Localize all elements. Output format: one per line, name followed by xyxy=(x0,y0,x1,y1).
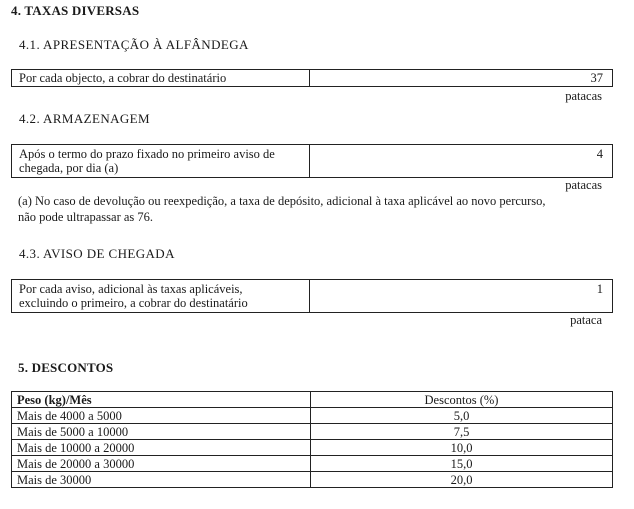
table-row xyxy=(12,408,613,424)
section-4-3-title: 4.3. AVISO DE CHEGADA xyxy=(19,246,175,261)
cell-desconto: 7,5 xyxy=(311,424,613,440)
table-row xyxy=(12,456,613,472)
fee-row-armazenagem xyxy=(11,144,613,178)
table-row xyxy=(12,440,613,456)
cell-desconto: 10,0 xyxy=(311,440,613,456)
fee-value: 1 xyxy=(596,282,603,296)
fee-value: 4 xyxy=(596,147,603,161)
fee-value: 37 xyxy=(590,71,603,85)
cell-peso: Mais de 20000 a 30000 xyxy=(12,456,311,472)
cell-desconto: 20,0 xyxy=(311,472,613,488)
cell-peso: Mais de 10000 a 20000 xyxy=(12,440,311,456)
fee-unit: patacas xyxy=(565,89,602,103)
discounts-table xyxy=(11,391,613,488)
cell-desconto: 5,0 xyxy=(311,408,613,424)
section-4-1-title: 4.1. APRESENTAÇÃO À ALFÂNDEGA xyxy=(19,37,249,52)
column-header-descontos: Descontos (%) xyxy=(311,392,613,408)
fee-label-line1: Após o termo do prazo fixado no primeiro aviso de xyxy=(19,147,275,161)
section-4-2-title: 4.2. ARMAZENAGEM xyxy=(19,111,150,126)
fee-unit: patacas xyxy=(565,178,602,192)
cell-peso: Mais de 4000 a 5000 xyxy=(12,408,311,424)
footnote-a xyxy=(18,193,546,225)
fee-label xyxy=(12,280,310,312)
fee-label-line1: Por cada aviso, adicional às taxas aplicáveis, xyxy=(19,282,243,296)
table-row xyxy=(12,424,613,440)
footnote-line2: não pode ultrapassar as 76. xyxy=(18,210,154,224)
footnote-line1: (a) No caso de devolução ou reexpedição, a taxa de depósito, adicional à taxa aplicável ao novo percurso, xyxy=(18,194,546,208)
section-5-title: 5. DESCONTOS xyxy=(18,360,114,375)
fee-row-aviso xyxy=(11,279,613,313)
fee-label: Por cada objecto, a cobrar do destinatário xyxy=(12,70,310,86)
section-4-title: 4. TAXAS DIVERSAS xyxy=(11,3,140,18)
fee-row-alfandega xyxy=(11,69,613,87)
cell-peso: Mais de 30000 xyxy=(12,472,311,488)
table-header-row xyxy=(12,392,613,408)
table-row xyxy=(12,472,613,488)
fee-label xyxy=(12,145,310,177)
cell-peso: Mais de 5000 a 10000 xyxy=(12,424,311,440)
column-header-peso: Peso (kg)/Mês xyxy=(12,392,311,408)
fee-label-line2: excluindo o primeiro, a cobrar do destinatário xyxy=(19,296,248,311)
fee-label-line2: chegada, por dia (a) xyxy=(19,161,119,176)
fee-unit: pataca xyxy=(570,313,602,327)
cell-desconto: 15,0 xyxy=(311,456,613,472)
